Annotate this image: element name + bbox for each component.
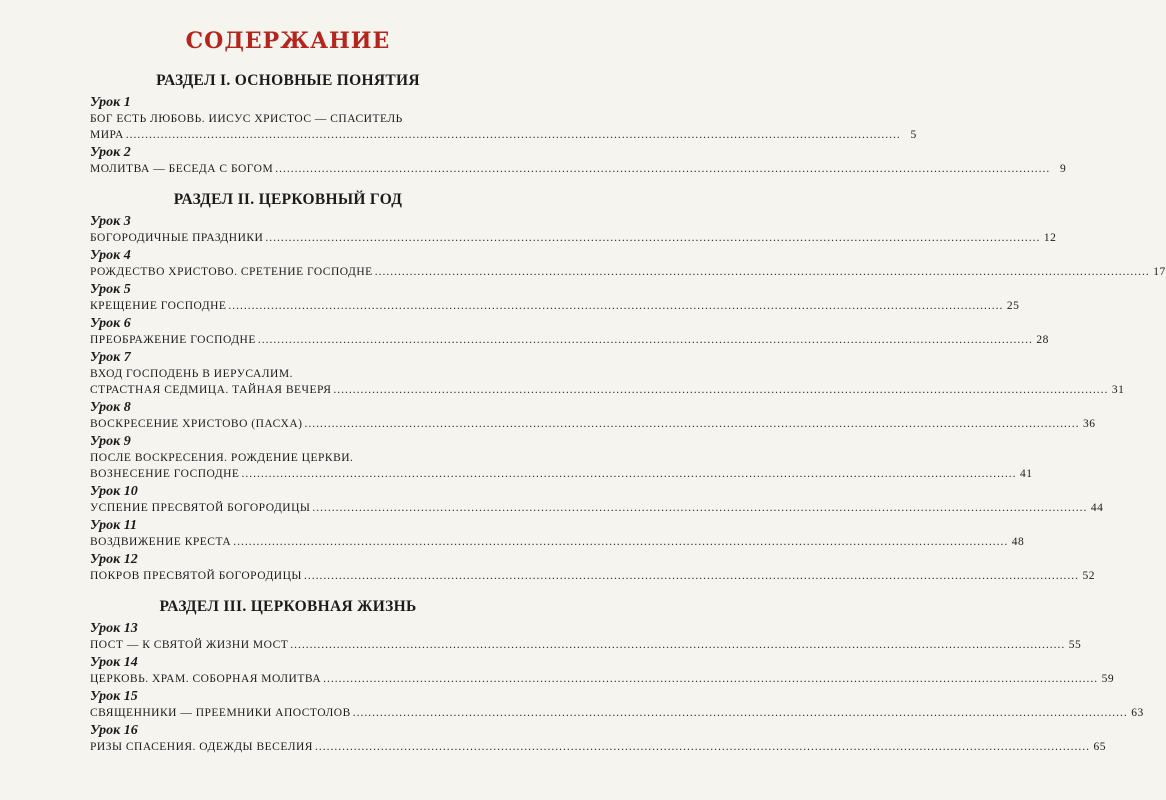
dot-leader: ........................................................................................................................................................................................................ bbox=[241, 468, 1017, 480]
entry-title: БОГОРОДИЧНЫЕ ПРАЗДНИКИ bbox=[90, 232, 264, 244]
toc-entry[interactable] bbox=[90, 230, 1057, 246]
toc-entry[interactable] bbox=[90, 127, 917, 143]
toc-entry[interactable] bbox=[90, 739, 1106, 755]
toc-entry[interactable] bbox=[90, 416, 1096, 432]
lesson-label: Урок 10 bbox=[90, 484, 138, 499]
toc-entry[interactable] bbox=[90, 568, 1095, 584]
toc-section bbox=[90, 598, 1144, 755]
entry-title: ВОСКРЕСЕНИЕ ХРИСТОВО (ПАСХА) bbox=[90, 418, 303, 430]
dot-leader: ........................................................................................................................................................................................................ bbox=[125, 129, 901, 141]
dot-leader: ........................................................................................................................................................................................................ bbox=[233, 536, 1009, 548]
entry-title-line[interactable]: ВХОД ГОСПОДЕНЬ В ИЕРУСАЛИМ. bbox=[90, 368, 293, 380]
toc-entry[interactable] bbox=[90, 534, 1025, 550]
dot-leader: ........................................................................................................................................................................................................ bbox=[352, 707, 1128, 719]
dot-leader: ........................................................................................................................................................................................................ bbox=[323, 673, 1099, 685]
page-title: СОДЕРЖАНИЕ bbox=[185, 28, 391, 54]
entry-title: КРЕЩЕНИЕ ГОСПОДНЕ bbox=[90, 300, 227, 312]
page-number: 25 bbox=[1006, 300, 1020, 312]
dot-leader: ........................................................................................................................................................................................................ bbox=[228, 300, 1004, 312]
page-number: 9 bbox=[1059, 163, 1067, 175]
toc-entry[interactable] bbox=[90, 637, 1082, 653]
lesson-label: Урок 8 bbox=[90, 400, 131, 415]
entry-title: ЦЕРКОВЬ. ХРАМ. СОБОРНАЯ МОЛИТВА bbox=[90, 673, 322, 685]
entry-title: ПРЕОБРАЖЕНИЕ ГОСПОДНЕ bbox=[90, 334, 256, 346]
entry-title: СТРАСТНАЯ СЕДМИЦА. ТАЙНАЯ ВЕЧЕРЯ bbox=[90, 384, 332, 396]
toc-entry[interactable] bbox=[90, 298, 1020, 314]
lesson-label: Урок 9 bbox=[90, 434, 131, 449]
toc-entry[interactable] bbox=[90, 466, 1033, 482]
lesson-label: Урок 15 bbox=[90, 689, 138, 704]
dot-leader: ........................................................................................................................................................................................................ bbox=[304, 418, 1080, 430]
entry-title: СВЯЩЕННИКИ — ПРЕЕМНИКИ АПОСТОЛОВ bbox=[90, 707, 351, 719]
lesson-label: Урок 4 bbox=[90, 248, 131, 263]
lesson-label: Урок 7 bbox=[90, 350, 131, 365]
lesson-label: Урок 12 bbox=[90, 552, 138, 567]
entry-title-line[interactable]: БОГ ЕСТЬ ЛЮБОВЬ. ИИСУС ХРИСТОС — СПАСИТЕЛЬ bbox=[90, 113, 403, 125]
dot-leader: ........................................................................................................................................................................................................ bbox=[314, 741, 1090, 753]
toc-entry[interactable] bbox=[90, 332, 1049, 348]
lesson-label: Урок 3 bbox=[90, 214, 131, 229]
page-number: 5 bbox=[910, 129, 917, 141]
section-title: РАЗДЕЛ I. ОСНОВНЫЕ ПОНЯТИЯ bbox=[156, 72, 420, 89]
entry-title: ВОЗНЕСЕНИЕ ГОСПОДНЕ bbox=[90, 468, 240, 480]
dot-leader: ........................................................................................................................................................................................................ bbox=[312, 502, 1088, 514]
dot-leader: ........................................................................................................................................................................................................ bbox=[275, 163, 1051, 175]
entry-title: МОЛИТВА — БЕСЕДА С БОГОМ bbox=[90, 163, 274, 175]
section-title: РАЗДЕЛ III. ЦЕРКОВНАЯ ЖИЗНЬ bbox=[159, 598, 417, 615]
dot-leader: ........................................................................................................................................................................................................ bbox=[333, 384, 1109, 396]
section-title: РАЗДЕЛ II. ЦЕРКОВНЫЙ ГОД bbox=[173, 191, 403, 208]
toc-section bbox=[90, 191, 1166, 584]
toc-entry[interactable] bbox=[90, 671, 1115, 687]
page-number: 65 bbox=[1093, 741, 1106, 753]
toc-entry[interactable] bbox=[90, 705, 1144, 721]
page-number: 31 bbox=[1111, 384, 1125, 396]
toc-entry[interactable] bbox=[90, 382, 1125, 398]
lesson-label: Урок 5 bbox=[90, 282, 131, 297]
entry-title: РОЖДЕСТВО ХРИСТОВО. СРЕТЕНИЕ ГОСПОДНЕ bbox=[90, 266, 373, 278]
dot-leader: ........................................................................................................................................................................................................ bbox=[265, 232, 1041, 244]
lesson-label: Урок 16 bbox=[90, 723, 138, 738]
entry-title: ПОСТ — К СВЯТОЙ ЖИЗНИ МОСТ bbox=[90, 639, 289, 651]
toc-body bbox=[90, 72, 1166, 755]
toc-entry[interactable] bbox=[90, 264, 1166, 280]
page-number: 63 bbox=[1131, 707, 1144, 719]
dot-leader: ........................................................................................................................................................................................................ bbox=[290, 639, 1066, 651]
entry-title: ВОЗДВИЖЕНИЕ КРЕСТА bbox=[90, 536, 232, 548]
entry-title: ПОКРОВ ПРЕСВЯТОЙ БОГОРОДИЦЫ bbox=[90, 570, 302, 582]
page-number: 59 bbox=[1101, 673, 1115, 685]
entry-title-line[interactable]: ПОСЛЕ ВОСКРЕСЕНИЯ. РОЖДЕНИЕ ЦЕРКВИ. bbox=[90, 452, 354, 464]
page-number: 41 bbox=[1019, 468, 1033, 480]
lesson-label: Урок 11 bbox=[90, 518, 138, 533]
page-number: 48 bbox=[1011, 536, 1025, 548]
page-number: 44 bbox=[1090, 502, 1104, 514]
page-number: 17 bbox=[1153, 266, 1166, 278]
table-of-contents bbox=[90, 28, 1166, 769]
page-number: 52 bbox=[1082, 570, 1095, 582]
toc-entry[interactable] bbox=[90, 161, 1067, 177]
page-number: 55 bbox=[1068, 639, 1082, 651]
lesson-label: Урок 13 bbox=[90, 621, 138, 636]
entry-title: УСПЕНИЕ ПРЕСВЯТОЙ БОГОРОДИЦЫ bbox=[90, 502, 311, 514]
entry-title: МИРА bbox=[90, 129, 124, 141]
lesson-label: Урок 6 bbox=[90, 316, 131, 331]
lesson-label: Урок 1 bbox=[90, 95, 131, 110]
toc-section bbox=[90, 72, 1067, 177]
page-number: 36 bbox=[1082, 418, 1096, 430]
lesson-label: Урок 14 bbox=[90, 655, 138, 670]
page-number: 28 bbox=[1036, 334, 1049, 346]
dot-leader: ........................................................................................................................................................................................................ bbox=[303, 570, 1079, 582]
entry-title: РИЗЫ СПАСЕНИЯ. ОДЕЖДЫ ВЕСЕЛИЯ bbox=[90, 741, 313, 753]
page-number: 12 bbox=[1043, 232, 1057, 244]
lesson-label: Урок 2 bbox=[90, 145, 131, 160]
dot-leader: ........................................................................................................................................................................................................ bbox=[374, 266, 1150, 278]
dot-leader: ........................................................................................................................................................................................................ bbox=[257, 334, 1033, 346]
toc-entry[interactable] bbox=[90, 500, 1104, 516]
